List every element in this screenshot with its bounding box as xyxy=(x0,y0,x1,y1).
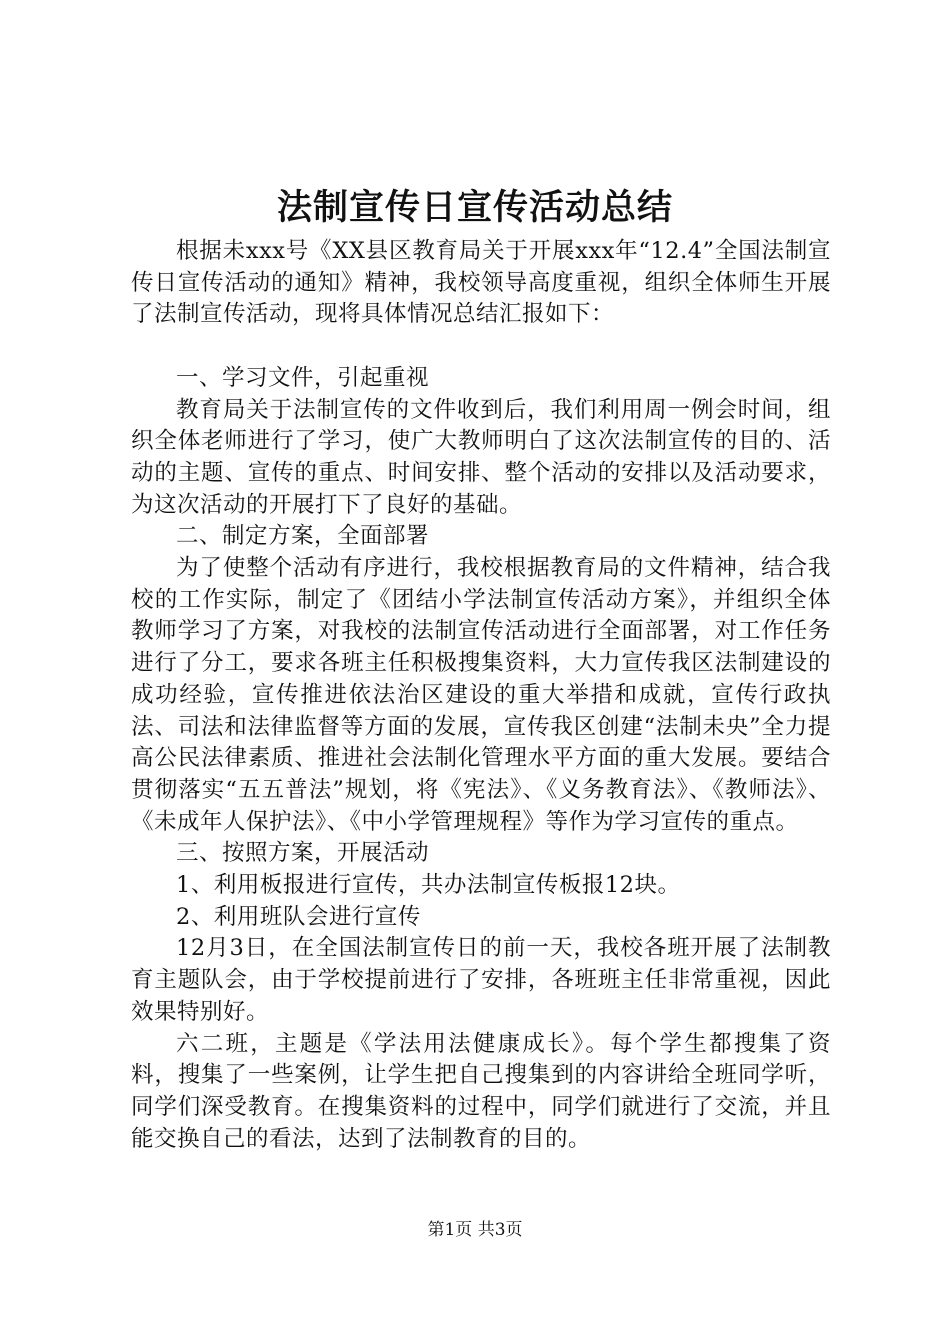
document-body xyxy=(131,236,831,1155)
document-title: 法制宣传日宣传活动总结 xyxy=(276,187,673,228)
paragraph-class-62: 六二班，主题是《学法用法健康成长》。每个学生都搜集了资料，搜集了一些案例，让学生把自己搜集到的内容讲给全班同学听，同学们深受教育。在搜集资料的过程中，同学们就进行了交流，并且能交换自己的看法，达到了法制教育的目的。 xyxy=(131,1030,831,1152)
paragraph-section-1: 教育局关于法制宣传的文件收到后，我们利用周一例会时间，组织全体老师进行了学习，使广大教师明白了这次法制宣传的目的、活动的主题、宣传的重点、时间安排、整个活动的安排以及活动要求，为这次活动的开展打下了良好的基础。 xyxy=(131,396,831,518)
paragraph-dec-3: 12月3日，在全国法制宣传日的前一天，我校各班开展了法制教育主题队会，由于学校提前进行了安排，各班班主任非常重视，因此效果特别好。 xyxy=(131,935,831,1025)
paragraph-section-2: 为了使整个活动有序进行，我校根据教育局的文件精神，结合我校的工作实际，制定了《团结小学法制宣传活动方案》，并组织全体教师学习了方案，对我校的法制宣传活动进行全面部署，对工作任务进行了分工，要求各班主任积极搜集资料，大力宣传我区法制建设的成功经验，宣传推进依法治区建设的重大举措和成就，宣传行政执法、司法和法律监督等方面的发展，宣传我区创建“法制未央”全力提高公民法律素质、推进社会法制化管理水平方面的重大发展。要结合贯彻落实“五五普法”规划，将《宪法》、《义务教育法》、《教师法》、《未成年人保护法》、《中小学管理规程》等作为学习宣传的重点。 xyxy=(131,555,831,835)
list-item-1: 1、利用板报进行宣传，共办法制宣传板报12块。 xyxy=(176,872,681,899)
list-item-2: 2、利用班队会进行宣传 xyxy=(176,903,421,930)
section-heading-2: 二、制定方案，全面部署 xyxy=(176,523,430,550)
section-heading-1: 一、学习文件，引起重视 xyxy=(176,364,430,391)
page-footer: 第1页 共3页 xyxy=(427,1220,523,1240)
blank-line xyxy=(131,331,831,363)
paragraph-intro: 根据未xxx号《XX县区教育局关于开展xxx年“12.4”全国法制宣传日宣传活动的通知》精神，我校领导高度重视，组织全体师生开展了法制宣传活动，现将具体情况总结汇报如下： xyxy=(131,238,831,328)
section-heading-3: 三、按照方案，开展活动 xyxy=(176,840,430,867)
